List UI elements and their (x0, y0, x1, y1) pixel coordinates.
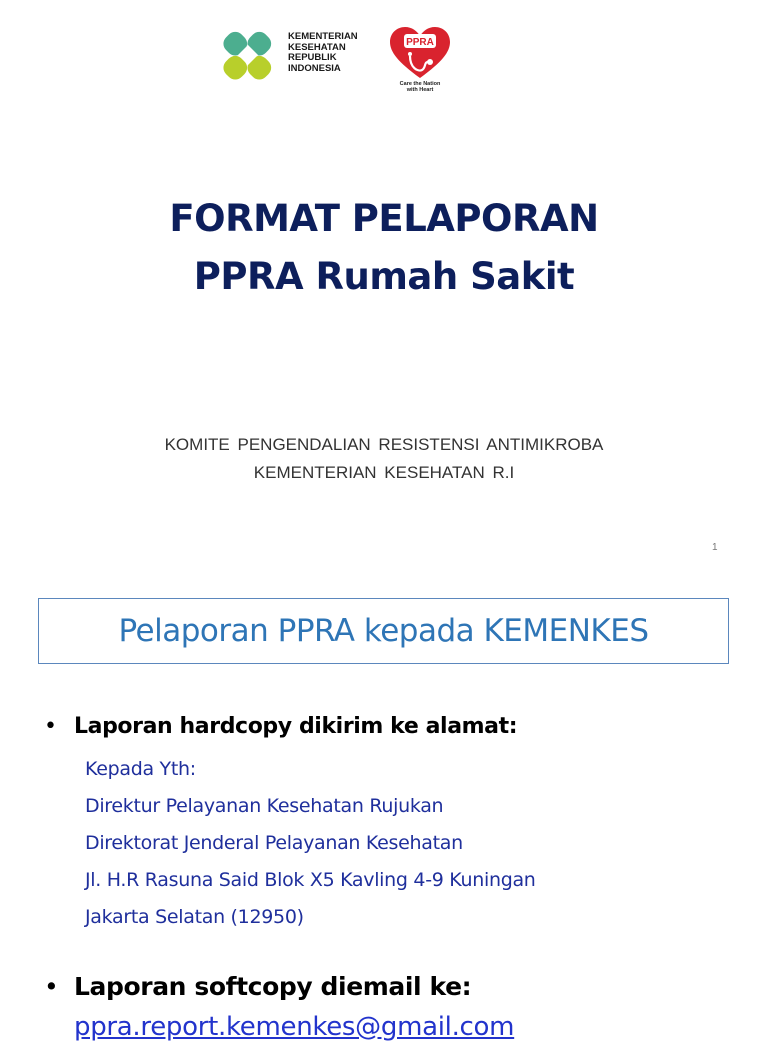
email-link[interactable]: ppra.report.kemenkes@gmail.com (74, 1012, 515, 1042)
title-line-2: PPRA Rumah Sakit (193, 255, 575, 298)
bullet-dot-icon: • (44, 714, 57, 739)
slide-title-text: Pelaporan PPRA kepada KEMENKES (118, 613, 649, 649)
slide-title-box (38, 598, 729, 664)
heart-stethoscope-icon (388, 26, 452, 80)
title-line-1: FORMAT PELAPORAN (169, 197, 599, 240)
bullet-softcopy-text: Laporan softcopy diemail ke: (74, 972, 472, 1001)
ppra-logo-text: PPRA (406, 37, 434, 48)
subtitle-line-1: KOMITE PENGENDALIAN RESISTENSI ANTIMIKROBA (164, 435, 604, 454)
bullet-dot-icon: • (44, 972, 59, 1001)
slide-subtitle (0, 431, 768, 487)
kemenkes-cross-icon (216, 24, 280, 86)
kemenkes-logo (216, 24, 376, 86)
ppra-logo (386, 26, 454, 96)
address-line: Direktorat Jenderal Pelayanan Kesehatan (85, 832, 463, 854)
address-line: Jl. H.R Rasuna Said Blok X5 Kavling 4-9 Kuningan (85, 869, 536, 891)
kemenkes-logo-text: KEMENTERIAN KESEHATAN REPUBLIK INDONESIA (288, 31, 358, 74)
address-line: Jakarta Selatan (12950) (85, 906, 304, 928)
bullet-hardcopy-text: Laporan hardcopy dikirim ke alamat: (74, 714, 518, 739)
address-list (85, 751, 536, 936)
address-line: Direktur Pelayanan Kesehatan Rujukan (85, 795, 444, 817)
bullet-hardcopy (44, 712, 517, 742)
slide-title-heading (0, 190, 768, 306)
bullet-softcopy (44, 970, 471, 1004)
address-line: Kepada Yth: (85, 758, 196, 780)
subtitle-line-2: KEMENTERIAN KESEHATAN R.I (253, 463, 515, 482)
page-number: 1 (712, 542, 718, 553)
ppra-tagline: Care the Nation with Heart (399, 81, 441, 93)
slide-reporting (0, 570, 768, 1042)
